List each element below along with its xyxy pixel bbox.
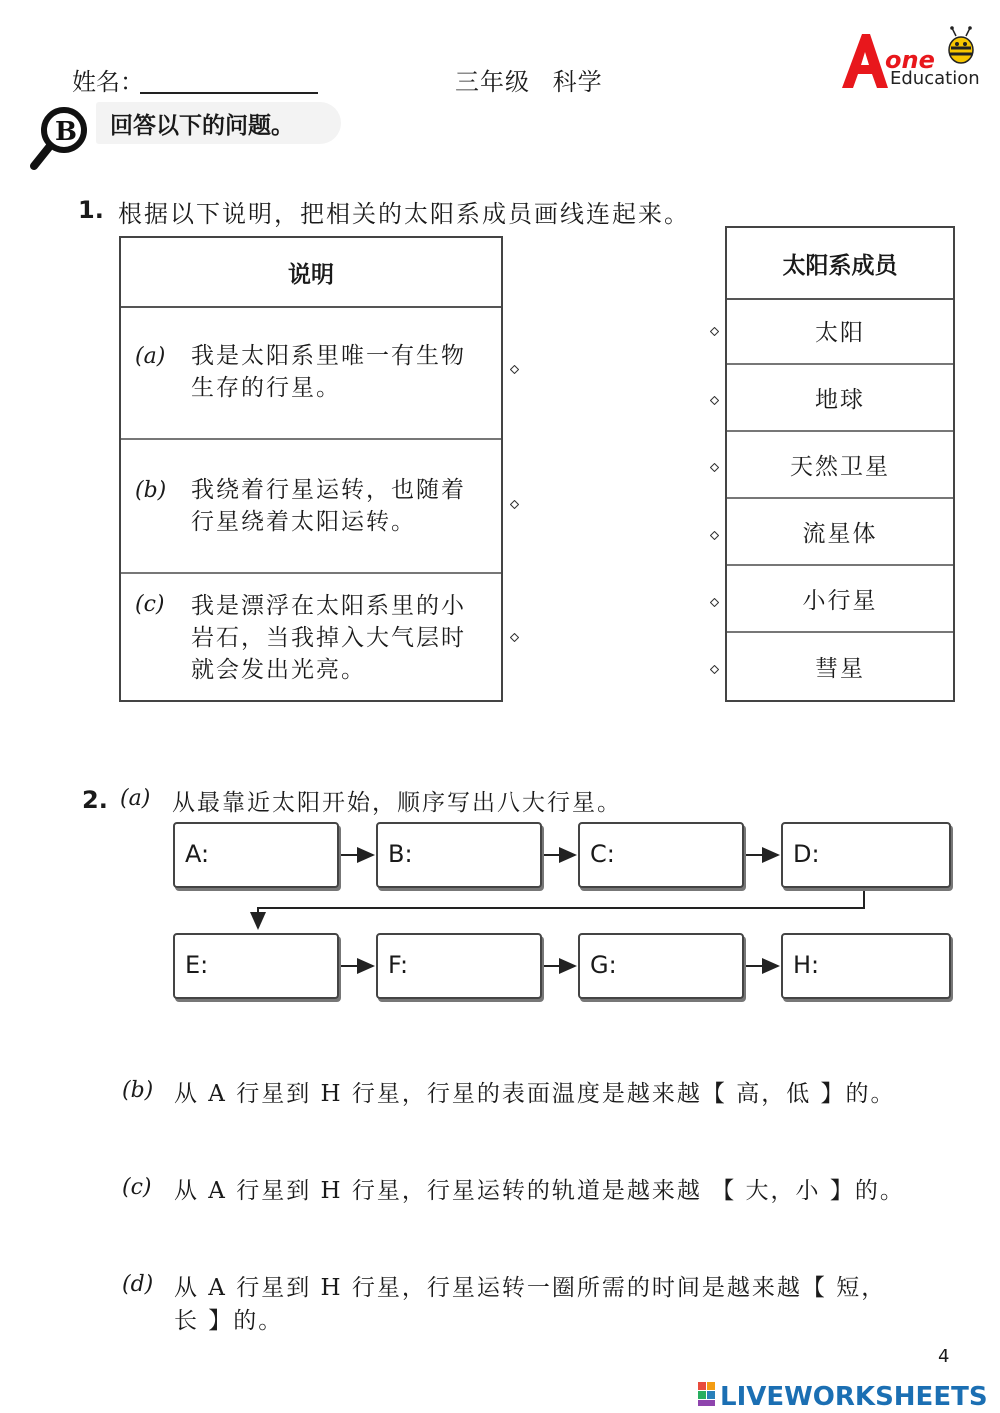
planet-box-g[interactable] <box>578 933 744 999</box>
q2c-label: (c) <box>122 1175 152 1200</box>
grade-subject: 三年级 科学 <box>455 68 603 96</box>
description-line: 行星绕着太阳运转。 <box>191 509 416 535</box>
planet-box-e[interactable] <box>173 933 339 999</box>
description-line: 我是太阳系里唯一有生物 <box>191 343 466 369</box>
planet-box-c[interactable] <box>578 822 744 888</box>
description-label: (b) <box>135 478 167 503</box>
description-line: 我绕着行星运转，也随着 <box>191 477 466 503</box>
planet-label: D: <box>793 840 820 868</box>
description-line: 就会发出光亮。 <box>191 657 366 683</box>
q1-prompt: 根据以下说明，把相关的太阳系成员画线连起来。 <box>118 200 690 228</box>
planet-label: G: <box>590 951 617 979</box>
members-header: 太阳系成员 <box>727 228 953 300</box>
q1-number: 1. <box>78 196 104 224</box>
description-line: 岩石，当我掉入大气层时 <box>191 625 466 651</box>
section-title: 回答以下的问题。 <box>110 112 294 139</box>
member-natural-satellite: 天然卫星 <box>727 432 953 499</box>
liveworksheets-wordmark: LIVEWORKSHEETS <box>720 1382 988 1410</box>
liveworksheets-logo <box>698 1376 996 1410</box>
page-number: 4 <box>938 1346 950 1367</box>
q2d-text-line2[interactable]: 长 】的。 <box>174 1308 284 1334</box>
description-line: 生存的行星。 <box>191 375 341 401</box>
member-earth: 地球 <box>727 365 953 432</box>
q2b-label: (b) <box>122 1078 154 1103</box>
logo-subtext: Education <box>890 68 980 89</box>
member-sun: 太阳 <box>727 298 953 365</box>
planet-label: C: <box>590 840 615 868</box>
section-badge-letter: B <box>55 117 77 147</box>
planet-label: H: <box>793 951 820 979</box>
q2a-label: (a) <box>120 786 151 811</box>
description-label: (a) <box>135 344 166 369</box>
planet-box-a[interactable] <box>173 822 339 888</box>
logo-word: one <box>885 46 935 74</box>
description-header: 说明 <box>121 238 501 308</box>
planet-label: E: <box>185 951 209 979</box>
q2c-text[interactable]: 从 A 行星到 H 行星，行星运转的轨道是越来越 【 大，小 】的。 <box>174 1178 905 1204</box>
planet-label: B: <box>388 840 413 868</box>
planet-box-h[interactable] <box>781 933 951 999</box>
q2d-label: (d) <box>122 1272 154 1297</box>
planet-label: F: <box>388 951 409 979</box>
name-label: 姓名： <box>72 68 144 96</box>
member-comet: 彗星 <box>815 656 865 682</box>
q2d-text-line1[interactable]: 从 A 行星到 H 行星，行星运转一圈所需的时间是越来越【 短， <box>174 1275 887 1301</box>
q2b-text[interactable]: 从 A 行星到 H 行星，行星的表面温度是越来越【 高，低 】的。 <box>174 1081 896 1107</box>
description-line: 我是漂浮在太阳系里的小 <box>191 593 466 619</box>
planet-box-f[interactable] <box>376 933 542 999</box>
q2a-text: 从最靠近太阳开始，顺序写出八大行星。 <box>172 790 622 816</box>
description-label: (c) <box>135 592 165 617</box>
planet-label: A: <box>185 840 210 868</box>
member-asteroid: 小行星 <box>727 566 953 633</box>
planet-box-b[interactable] <box>376 822 542 888</box>
q2-number: 2. <box>82 786 108 814</box>
member-meteoroid: 流星体 <box>727 499 953 566</box>
planet-box-d[interactable] <box>781 822 951 888</box>
